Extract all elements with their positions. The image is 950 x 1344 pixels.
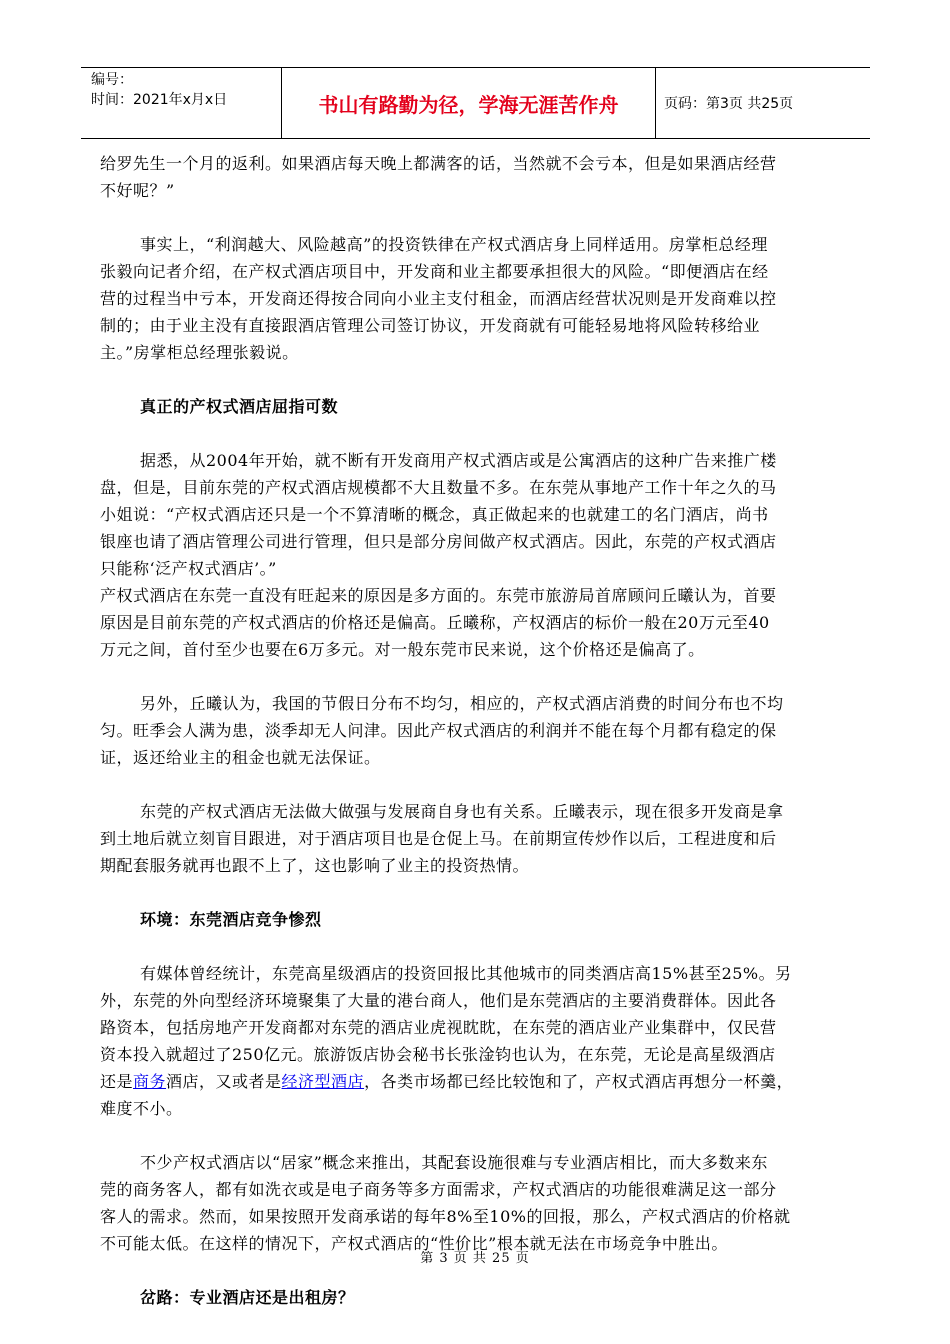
document-body (100, 150, 890, 1311)
page-footer: 第 3 页 共 25 页 (420, 1251, 530, 1266)
text-line: 盘，但是，目前东莞的产权式酒店规模都不大且数量不多。在东莞从事地产工作十年之久的马 (100, 478, 777, 497)
text-line: 外，东莞的外向型经济环境聚集了大量的港台商人，他们是东莞酒店的主要消费群体。因此各 (100, 991, 777, 1010)
text-line: 小姐说：“产权式酒店还只是一个不算清晰的概念，真正做起来的也就建工的名门酒店，尚书 (100, 505, 769, 524)
text-line: 给罗先生一个月的返利。如果酒店每天晚上都满客的话，当然就不会亏本，但是如果酒店经营 (100, 154, 777, 173)
text-line: 客人的需求。然而，如果按照开发商承诺的每年8%至10%的回报，那么，产权式酒店的价格就 (100, 1207, 791, 1226)
text-line: 资本投入就超过了250亿元。旅游饭店协会秘书长张淦钧也认为，在东莞，无论是高星级酒店 (100, 1045, 776, 1064)
document-date: 时间：2021年x月x日 (91, 92, 228, 108)
text-line: 路资本，包括房地产开发商都对东莞的酒店业虎视眈眈，在东莞的酒店业产业集群中，仅民营 (100, 1018, 777, 1037)
text-span: 酒店，又或者是 (166, 1072, 282, 1091)
text-line: 营的过程当中亏本，开发商还得按合同向小业主支付租金，而酒店经营状况则是开发商难以控 (100, 289, 777, 308)
section-heading: 岔路：专业酒店还是出租房？ (140, 1288, 355, 1307)
link-economy-hotel[interactable]: 经济型酒店 (281, 1072, 365, 1091)
header-page-number: 页码：第3页 共25页 (664, 96, 794, 112)
text-line: 产权式酒店在东莞一直没有旺起来的原因是多方面的。东莞市旅游局首席顾问丘曦认为，首要 (100, 586, 777, 605)
text-span: 还是 (100, 1072, 134, 1091)
header-motto: 书山有路勤为径，学海无涯苦作舟 (282, 68, 656, 138)
section-heading: 环境：东莞酒店竞争惨烈 (140, 910, 322, 929)
text-line: 证，返还给业主的租金也就无法保证。 (100, 748, 381, 767)
text-line: 原因是目前东莞的产权式酒店的价格还是偏高。丘曦称，产权酒店的标价一般在20万元至40 (100, 613, 770, 632)
link-business[interactable]: 商务 (133, 1072, 167, 1091)
text-line: 万元之间，首付至少也要在6万多元。对一般东莞市民来说，这个价格还是偏高了。 (100, 640, 705, 659)
header-meta (81, 68, 282, 138)
text-line: 期配套服务就再也跟不上了，这也影响了业主的投资热情。 (100, 856, 530, 875)
text-line: 银座也请了酒店管理公司进行管理，但只是部分房间做产权式酒店。因此，东莞的产权式酒店 (100, 532, 777, 551)
text-line: 匀。旺季会人满为患，淡季却无人问津。因此产权式酒店的利润并不能在每个月都有稳定的保 (100, 721, 777, 740)
text-line: 据悉，从2004年开始，就不断有开发商用产权式酒店或是公寓酒店的这种广告来推广楼 (140, 451, 777, 470)
text-line: 不好呢？” (100, 181, 175, 200)
text-line: 莞的商务客人，都有如洗衣或是电子商务等多方面需求，产权式酒店的功能很难满足这一部分 (100, 1180, 777, 1199)
text-line: 主。”房掌柜总经理张毅说。 (100, 343, 299, 362)
text-line-with-links (100, 1068, 890, 1095)
document-number: 编号： (91, 72, 133, 88)
section-heading: 真正的产权式酒店屈指可数 (140, 397, 339, 416)
text-line: 难度不小。 (100, 1099, 183, 1118)
text-line: 事实上，“利润越大、风险越高”的投资铁律在产权式酒店身上同样适用。房掌柜总经理 (140, 235, 768, 254)
text-line: 张毅向记者介绍，在产权式酒店项目中，开发商和业主都要承担很大的风险。“即便酒店在经 (100, 262, 769, 281)
text-span: ，各类市场都已经比较饱和了，产权式酒店再想分一杯羹， (364, 1072, 794, 1091)
text-line: 只能称‘泛产权式酒店’。” (100, 559, 277, 578)
page-header (81, 67, 870, 139)
text-line: 制的；由于业主没有直接跟酒店管理公司签订协议，开发商就有可能轻易地将风险转移给业 (100, 316, 761, 335)
text-line: 不少产权式酒店以“居家”概念来推出，其配套设施很难与专业酒店相比，而大多数来东 (140, 1153, 768, 1172)
text-line: 不可能太低。在这样的情况下，产权式酒店的“性价比”根本就无法在市场竞争中胜出。 (100, 1234, 728, 1253)
text-line: 有媒体曾经统计，东莞高星级酒店的投资回报比其他城市的同类酒店高15%甚至25%。另 (140, 964, 792, 983)
text-line: 东莞的产权式酒店无法做大做强与发展商自身也有关系。丘曦表示，现在很多开发商是拿 (140, 802, 784, 821)
text-line: 到土地后就立刻盲目跟进，对于酒店项目也是仓促上马。在前期宣传炒作以后，工程进度和后 (100, 829, 777, 848)
text-line: 另外，丘曦认为，我国的节假日分布不均匀，相应的，产权式酒店消费的时间分布也不均 (140, 694, 784, 713)
